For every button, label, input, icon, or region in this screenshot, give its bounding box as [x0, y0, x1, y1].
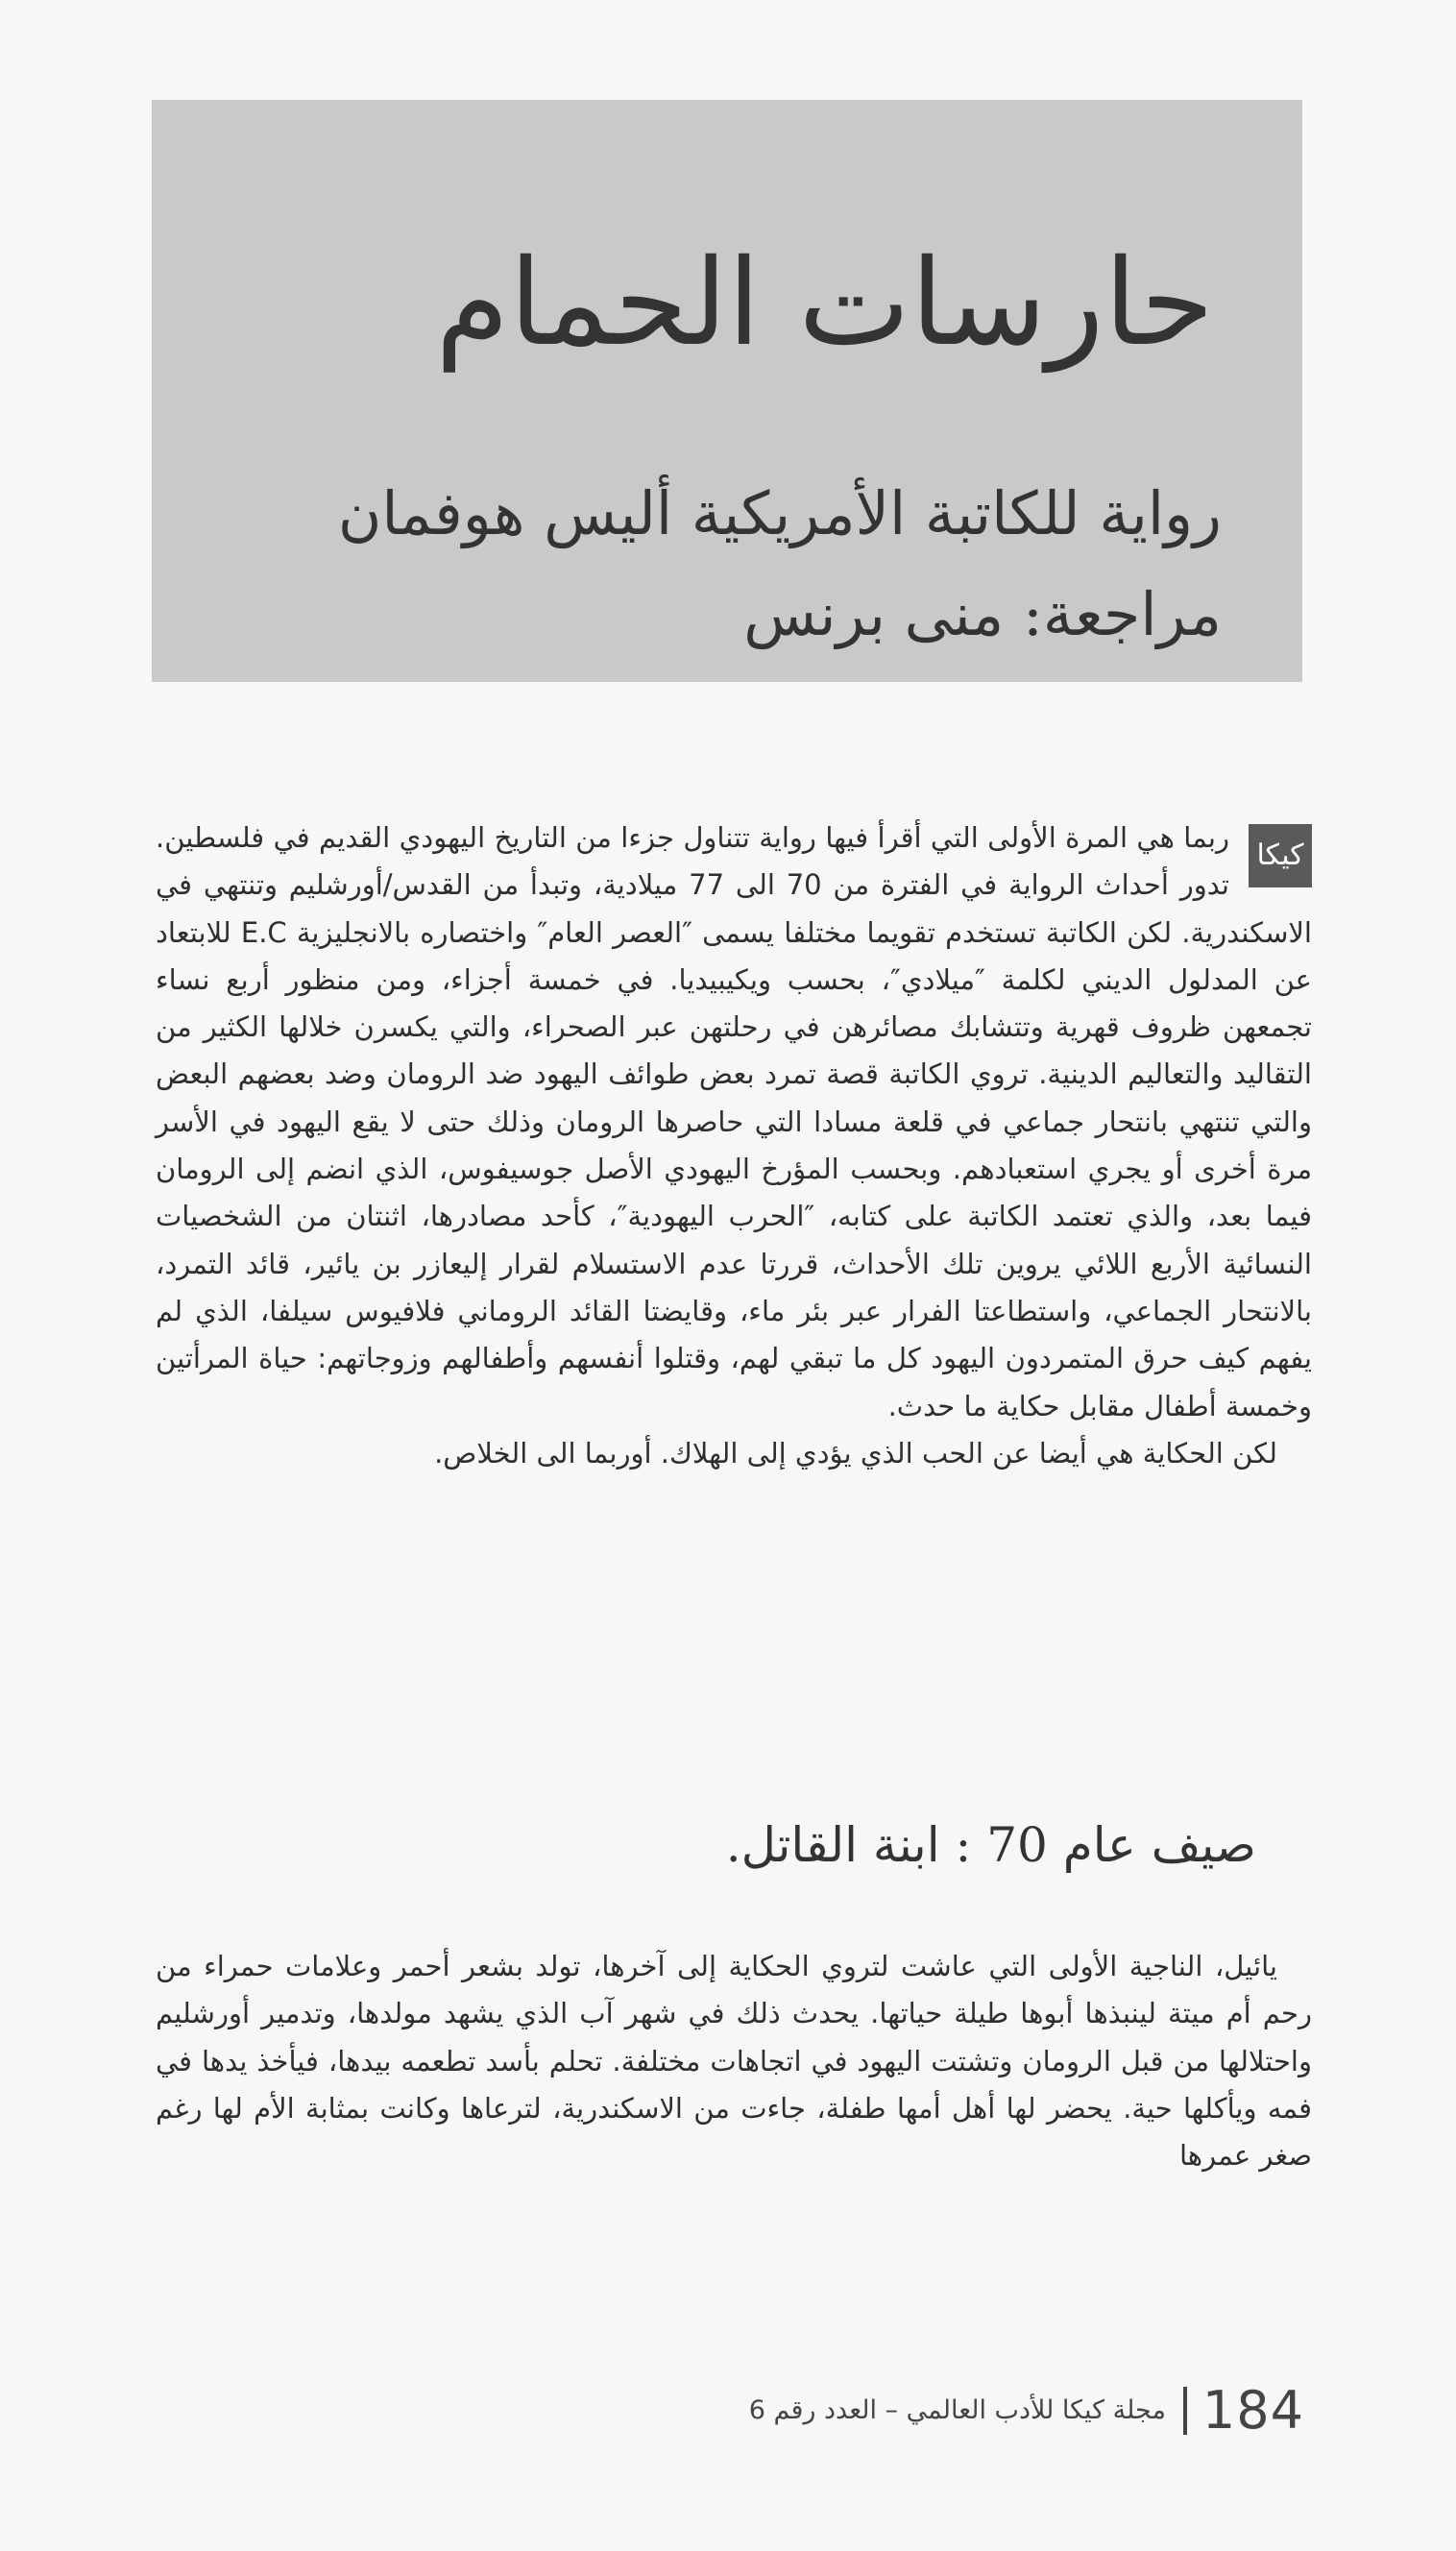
intro-paragraph: ربما هي المرة الأولى التي أقرأ فيها رواية تتناول جزءا من التاريخ اليهودي القديم في فلسطين. تدور أحداث الرواية في الفترة من 70 الى 77 ميلادية، وتبدأ من القدس/أورشليم وتنتهي في الاسكندرية. لكن الكاتبة تستخدم تقويما مختلفا يسمى ″العصر العام″ واختصاره بالانجليزية E.C للابتعاد عن المدلول الديني لكلمة ″ميلادي″، بحسب ويكيبيديا. في خمسة أجزاء، ومن منظور أربع نساء تجمعهن ظروف قهرية وتتشابك مصائرهن في رحلتهن عبر الصحراء، والتي يكسرن خلالها الكثير من التقاليد والتعاليم الدينية. تروي الكاتبة قصة تمرد بعض طوائف اليهود ضد الرومان وضد بعضهم البعض والتي تنتهي بانتحار جماعي في قلعة مسادا التي حاصرها الرومان وذلك حتى لا يقع اليهود في الأسر مرة أخرى أو يجري استعبادهم. وبحسب المؤرخ اليهودي الأصل جوسيفوس، الذي انضم إلى الرومان فيما بعد، والذي تعتمد الكاتبة على كتابه، ″الحرب اليهودية″، كأحد مصادرها، اثنتان من الشخصيات النسائية الأربع اللائي يروين تلك الأحداث، قررتا عدم الاستسلام لقرار إليعازر بن يائير، قائد التمرد، بالانتحار الجماعي، واستطاعتا الفرار عبر بئر ماء، وقايضتا القائد الروماني فلافيوس سيلفا، الذي لم يفهم كيف حرق المتمردون اليهود كل ما تبقي لهم، وقتلوا أنفسهم وأطفالهم وزوجاتهم: حياة المرأتين وخمسة أطفال مقابل حكاية ما حدث.: [156, 821, 1312, 1422]
footer-divider: [1183, 2387, 1187, 2435]
kika-logo: كيكا: [1249, 824, 1312, 887]
reviewer-credit: مراجعة: منى برنس: [743, 579, 1222, 649]
title-banner: [152, 100, 1302, 682]
page-footer: [749, 2380, 1304, 2441]
page-number: 184: [1201, 2380, 1304, 2441]
story-paragraph: يائيل، الناجية الأولى التي عاشت لتروي الحكاية إلى آخرها، تولد بشعر أحمر وعلامات حمراء من رحم أم ميتة لينبذها أبوها طيلة حياتها. يحدث ذلك في شهر آب الذي يشهد مولدها، وتدمير أورشليم واحتلالها من قبل الرومان وتشتت اليهود في اتجاهات مختلفة. تحلم بأسد تطعمه بيدها، فيأخذ يدها في فمه ويأكلها حية. يحضر لها أهل أمها طفلة، جاءت من الاسكندرية، لترعاها وكانت بمثابة الأم لها رغم صغر عمرها: [156, 1950, 1312, 2173]
intro-section: [156, 814, 1312, 1477]
story-section: [156, 1943, 1312, 2179]
section-heading: صيف عام 70 : ابنة القاتل.: [725, 1817, 1256, 1873]
article-title: حارسات الحمام: [435, 234, 1214, 373]
magazine-name: مجلة كيكا للأدب العالمي – العدد رقم 6: [748, 2395, 1166, 2425]
intro-closing-paragraph: لكن الحكاية هي أيضا عن الحب الذي يؤدي إلى الهلاك. أوربما الى الخلاص.: [434, 1436, 1277, 1470]
article-subtitle: رواية للكاتبة الأمريكية أليس هوفمان: [337, 478, 1222, 548]
